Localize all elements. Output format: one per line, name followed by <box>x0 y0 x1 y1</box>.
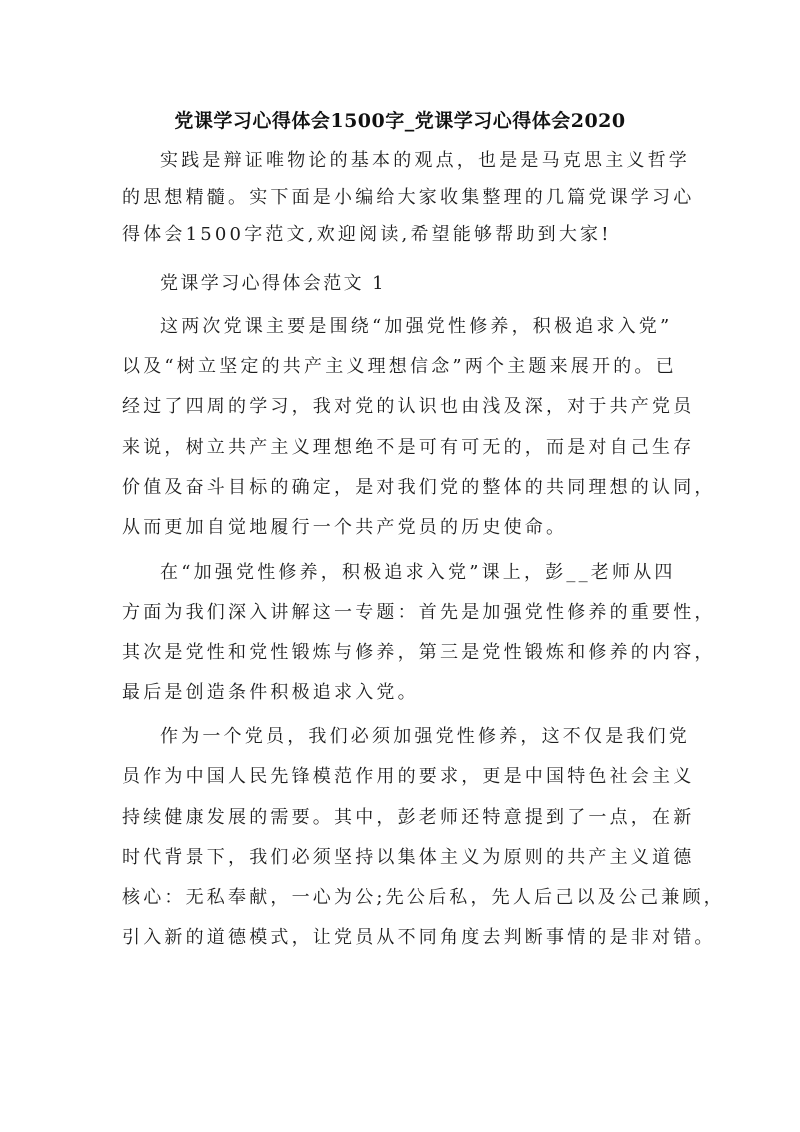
paragraph-line: 在“加强党性修养，积极追求入党”课上，彭__老师从四 <box>160 562 676 583</box>
paragraph-line: 经过了四周的学习，我对党的认识也由浅及深，对于共产党员 <box>122 396 695 417</box>
paragraph-line: 其次是党性和党性锻炼与修养，第三是党性锻炼和修养的内容， <box>122 642 716 663</box>
paragraph-line: 从而更加自觉地履行一个共产党员的历史使命。 <box>122 517 568 538</box>
paragraph-line: 价值及奋斗目标的确定，是对我们党的整体的共同理想的认同， <box>122 477 716 498</box>
paragraph-line: 核心：无私奉献，一心为公;先公后私，先人后己以及公己兼顾， <box>122 887 725 908</box>
intro-line: 得体会1500字范文,欢迎阅读,希望能够帮助到大家! <box>122 224 612 245</box>
intro-line: 实践是辩证唯物论的基本的观点，也是是马克思主义哲学 <box>160 150 690 171</box>
paragraph-line: 引入新的道德模式，让党员从不同角度去判断事情的是非对错。 <box>122 927 716 948</box>
paragraph-line: 方面为我们深入讲解这一专题：首先是加强党性修养的重要性， <box>122 602 716 623</box>
paragraph-line: 最后是创造条件积极追求入党。 <box>122 682 419 703</box>
paragraph-line: 时代背景下，我们必须坚持以集体主义为原则的共产主义道德 <box>122 847 695 868</box>
paragraph-line: 这两次党课主要是围绕“加强党性修养，积极追求入党” <box>160 316 673 337</box>
paragraph-line: 作为一个党员，我们必须加强党性修养，这不仅是我们党 <box>160 726 690 747</box>
paragraph-line: 以及“树立坚定的共产主义理想信念”两个主题来展开的。已 <box>122 356 677 377</box>
paragraph-line: 员作为中国人民先锋模范作用的要求，更是中国特色社会主义 <box>122 766 695 787</box>
section-heading: 党课学习心得体会范文 1 <box>160 273 386 294</box>
intro-line: 的思想精髓。实下面是小编给大家收集整理的几篇党课学习心 <box>122 187 695 208</box>
paragraph-line: 来说，树立共产主义理想绝不是可有可无的，而是对自己生存 <box>122 437 695 458</box>
document-title: 党课学习心得体会1500字_党课学习心得体会2020 <box>174 110 626 132</box>
paragraph-line: 持续健康发展的需要。其中，彭老师还特意提到了一点，在新 <box>122 807 695 828</box>
